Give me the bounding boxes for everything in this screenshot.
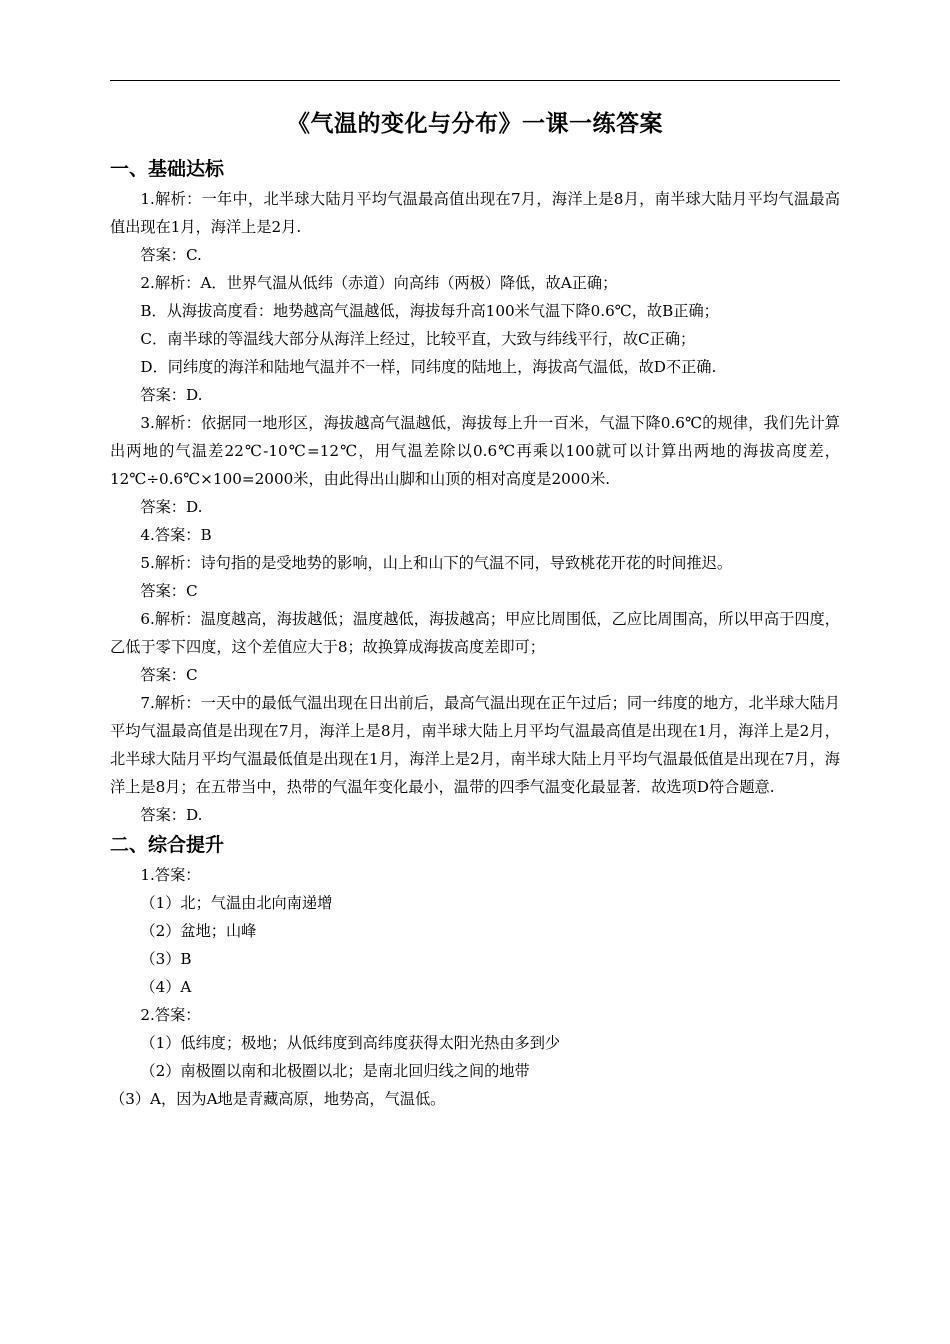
- answer-line: 答案：D.: [140, 386, 203, 404]
- paragraph: 5.解析：诗句指的是受地势的影响，山上和山下的气温不同，导致桃花开花的时间推迟。: [140, 554, 733, 572]
- list-item: （2）南极圈以南和北极圈以北；是南北回归线之间的地带: [140, 1062, 530, 1080]
- paragraph: D．同纬度的海洋和陆地气温并不一样，同纬度的陆地上，海拔高气温低，故D不正确.: [140, 358, 717, 376]
- answer-line: 答案：C: [140, 582, 198, 600]
- document-title: 《气温的变化与分布》一课一练答案: [287, 111, 663, 137]
- document-body: [110, 153, 840, 1113]
- paragraph: C．南半球的等温线大部分从海洋上经过，比较平直，大致与纬线平行，故C正确；: [140, 330, 696, 348]
- answer-line: 答案：C.: [140, 246, 202, 264]
- paragraph: 1.解析：一年中，北半球大陆月平均气温最高值出现在7月，海洋上是8月，南半球大陆月平均气温最高值出现在1月，海洋上是2月.: [110, 190, 840, 236]
- answer-line: 答案：D.: [140, 806, 203, 824]
- paragraph: 6.解析：温度越高，海拔越低；温度越低，海拔越高；甲应比周围低，乙应比周围高，所以甲高于四度，乙低于零下四度，这个差值应大于8；故换算成海拔高度差即可；: [110, 610, 840, 656]
- section-heading-basic: 一、基础达标: [110, 158, 225, 180]
- paragraph: 1.答案：: [140, 866, 201, 884]
- paragraph: 3.解析：依据同一地形区，海拔越高气温越低，海拔每上升一百米，气温下降0.6℃的规律，我们先计算出两地的气温差22℃-10℃=12℃，用气温差除以0.6℃再乘以100就可以计算出两地的海拔高度差，12℃÷0.6℃×100=2000米，由此得出山脚和山顶的相对高度是2000米.: [110, 414, 840, 488]
- answer-line: 答案：D.: [140, 498, 203, 516]
- list-item: （4）A: [140, 978, 192, 996]
- paragraph: B．从海拔高度看：地势越高气温越低，海拔每升高100米气温下降0.6℃，故B正确；: [140, 302, 719, 320]
- list-item: （1）低纬度；极地；从低纬度到高纬度获得太阳光热由多到少: [140, 1034, 561, 1052]
- header-rule: [110, 80, 840, 81]
- list-item: （3）B: [140, 950, 192, 968]
- answer-line: 4.答案：B: [140, 526, 212, 544]
- paragraph: 7.解析：一天中的最低气温出现在日出前后，最高气温出现在正午过后；同一纬度的地方，北半球大陆月平均气温最高值是出现在7月，海洋上是8月，南半球大陆上月平均气温最高值是出现在1月，海洋上是2月，北半球大陆月平均气温最低值是出现在1月，海洋上是2月，南半球大陆上月平均气温最低值是出现在7月，海洋上是8月；在五带当中，热带的气温年变化最小，温带的四季气温变化最显著．故选项D符合题意.: [110, 694, 840, 796]
- section-heading-advanced: 二、综合提升: [110, 834, 225, 856]
- paragraph: 2.解析：A．世界气温从低纬（赤道）向高纬（两极）降低，故A正确；: [140, 274, 618, 292]
- paragraph: 2.答案：: [140, 1006, 201, 1024]
- answer-line: 答案：C: [140, 666, 198, 684]
- list-item: （2）盆地；山峰: [140, 922, 257, 940]
- section-advanced-body: [110, 861, 840, 1113]
- section-basic-body: [110, 185, 840, 829]
- list-item-last: （3）A，因为A地是青藏高原，地势高，气温低。: [110, 1090, 446, 1108]
- list-item: （1）北；气温由北向南递增: [140, 894, 333, 912]
